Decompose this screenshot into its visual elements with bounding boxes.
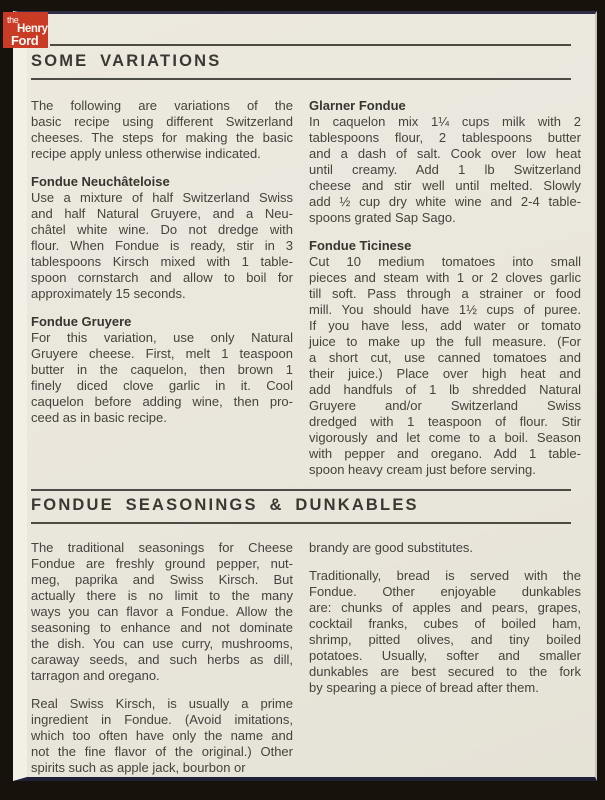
text-line: The following are variations of the [31,98,293,113]
text-column-left [31,540,293,776]
text-line: seasoning to enhance and not dominate [31,620,293,635]
text-line: approximately 15 seconds. [31,286,186,301]
text-line: ceed as in basic recipe. [31,410,167,425]
text-line: Cut 10 medium tomatoes into small [309,254,581,269]
paragraph [31,98,293,162]
text-line: dunkables are best secured to the fork [309,664,581,679]
text-line: If you have less, add water or tomato [309,318,581,333]
section-rule [31,489,571,491]
text-line: spirits such as apple jack, bourbon or [31,760,246,775]
text-line: Use a mixture of half Switzerland Swiss [31,190,293,205]
text-line: basic recipe using different Switzerland [31,114,293,129]
text-line: with pepper and oregano. Add 1 table- [309,446,581,461]
text-line: brandy are good substitutes. [309,540,474,555]
text-line: Gruyere cheese. First, melt 1 teaspoon [31,346,293,361]
paragraph [31,540,293,684]
text-line: caquelon before adding wine, then pro- [31,394,293,409]
text-line: flour. When Fondue is ready, stir in 3 [31,238,293,253]
text-line: Traditionally, bread is served with the [309,568,581,583]
recipe-subheading: Glarner Fondue [309,98,406,113]
text-line: are: chunks of apples and pears, grapes, [309,600,581,615]
recipe-subheading: Fondue Gruyere [31,314,132,329]
text-line: ways you can flavor a Fondue. Allow the [31,604,293,619]
text-line: recipe apply unless otherwise indicated. [31,146,261,161]
text-line: Gruyere and/or Switzerland Swiss [309,398,581,413]
section-some-variations-body [31,98,581,478]
text-line: actually there is no limit to the many [31,588,293,603]
text-line: In caquelon mix 1¼ cups milk with 2 [309,114,581,129]
text-column-left [31,98,293,478]
logo-text-henry: Henry [17,23,48,35]
text-line: mill. You should have 1½ cups of puree. [309,302,581,317]
text-line: cocktail franks, cubes of boiled ham, [309,616,581,631]
text-column-right [309,98,581,478]
text-line: spoon cornstarch and allow to boil for [31,270,293,285]
section-rule [31,78,571,80]
paragraph [309,254,581,478]
paragraph [31,696,293,776]
paragraph [309,540,581,556]
text-line: add handfuls of 1 lb shredded Natural [309,382,581,397]
section-title-some-variations: SOME VARIATIONS [31,52,222,70]
text-line: Real Swiss Kirsch, is usually a prime [31,696,293,711]
text-line: For this variation, use only Natural [31,330,293,345]
text-line: The traditional seasonings for Cheese [31,540,293,555]
text-line: tablespoons Kirsch mixed with 1 table- [31,254,293,269]
text-line: potatoes. Usually, softer and smaller [309,648,581,663]
text-line: pieces and steam with 1 or 2 cloves garlic [309,270,581,285]
text-line: till soft. Pass through a strainer or food [309,286,581,301]
recipe-subheading: Fondue Ticinese [309,238,412,253]
text-line: the dish. You can use curry, mushrooms, [31,636,293,651]
text-line: and half Natural Gruyere, and a Neu- [31,206,293,221]
henry-ford-logo [3,12,48,48]
section-rule [31,522,571,524]
text-line: butter in the caquelon, then brown 1 [31,362,293,377]
paragraph [31,190,293,302]
text-line: cheese and stir well until melted. Slowly [309,178,581,193]
text-line: juice to make up the full measure. (For [309,334,581,349]
text-line: meg, paprika and Swiss Kirsch. But [31,572,293,587]
text-line: finely diced clove garlic in it. Cool [31,378,293,393]
text-line: Fondue. Other enjoyable dunkables [309,584,581,599]
text-line: dredged with 1 teaspoon of flour. Stir [309,414,581,429]
text-line: cheeses. The steps for making the basic [31,130,293,145]
text-column-right [309,540,581,776]
paragraph [309,114,581,226]
text-line: not the fine flavor of the original.) Other [31,744,293,759]
text-line: tarragon and oregano. [31,668,160,683]
text-line: until creamy. Add 1 lb Switzerland [309,162,581,177]
logo-text-the: the [7,15,19,25]
text-line: and a dash of salt. Cook over low heat [309,146,581,161]
text-line: caraway seeds, and such herbs as dill, [31,652,293,667]
text-line: spoons grated Sap Sago. [309,210,456,225]
text-line: their juice.) Place over high heat and [309,366,581,381]
booklet-page [13,11,597,781]
section-seasonings-body [31,540,581,776]
text-line: châtel white wine. Do not dredge with [31,222,293,237]
text-line: shrimp, pitted olives, and tiny boiled [309,632,581,647]
text-line: which too often have only the name and [31,728,293,743]
paragraph [31,330,293,426]
text-line: spoon heavy cream just before serving. [309,462,536,477]
recipe-subheading: Fondue Neuchâteloise [31,174,170,189]
paragraph [309,568,581,696]
text-line: tablespoons flour, 2 tablespoons butter [309,130,581,145]
text-line: Fondue are freshly ground pepper, nut- [31,556,293,571]
text-line: vigorously and let come to a boil. Season [309,430,581,445]
text-line: by spearing a piece of bread after them. [309,680,539,695]
section-rule [50,44,571,46]
section-title-seasonings-dunkables: FONDUE SEASONINGS & DUNKABLES [31,496,419,514]
text-line: a short cut, use canned tomatoes and [309,350,581,365]
text-line: add ½ cup dry white wine and 2-4 table- [309,194,581,209]
logo-text-ford: Ford [11,33,39,48]
text-line: ingredient in Fondue. (Avoid imitations, [31,712,293,727]
